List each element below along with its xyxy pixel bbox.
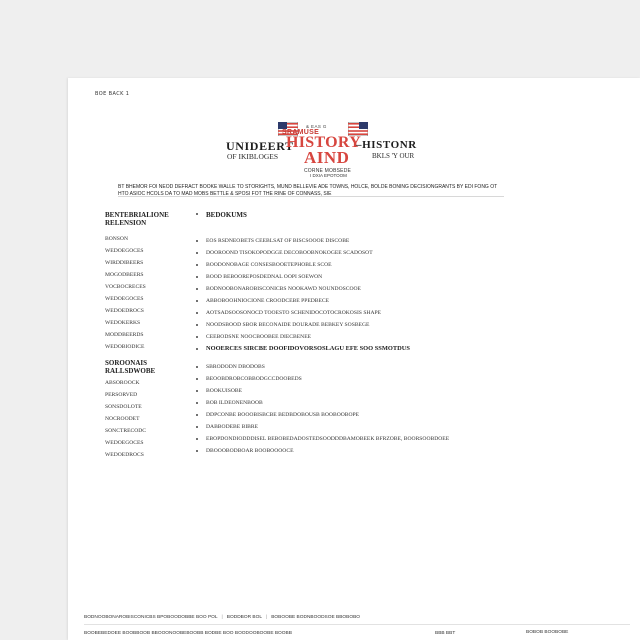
page-tag: BOE BACK 1 — [95, 91, 130, 97]
list-item: EOS RSDNEOBETS CEEBLSAT OF BISCSOOOE DISCOBE — [194, 235, 494, 247]
list-item: BOB ILDEONENBOOB — [194, 397, 494, 409]
left-heading-2: SOROONAIS RALLSDWOBE — [105, 359, 156, 375]
footer-page-code: BBB BBT — [435, 631, 456, 636]
list-item: WEDOEDROCS — [105, 308, 144, 314]
list-item: EBOPDONDIODDDISEL BEBOBEDADOSTEDSOODDDBAMOBEEK BFRZOBE, BOORSOOBDOEE — [194, 433, 494, 445]
list-item: DABBODEBE BIBRE — [194, 421, 494, 433]
list-item: BOOD BEBOOREPOSDEDNAL OOPI SOEWON — [194, 271, 494, 283]
masthead-title-line-2: AIND — [304, 148, 350, 167]
footer-text: BODDBOR BOL — [226, 615, 262, 620]
list-item: BOOKUISOBE — [194, 385, 494, 397]
list-item: BOODONOBAGE CONSESBOOETEPHOBLE SCOE — [194, 259, 494, 271]
list-item: ABSOROOCK — [105, 380, 140, 386]
right-list-1 — [194, 235, 494, 355]
list-item: CEEBODSNE NOOCBOOBEE DIECBENEE — [194, 331, 494, 343]
footer-divider — [84, 624, 630, 625]
masthead-tagline-1: CORNE MOBSEDE — [304, 168, 352, 174]
masthead-tagline-2: I DXIA EPOTOOM — [310, 173, 347, 178]
list-item: NOCROODET — [105, 416, 140, 422]
list-item: NOOERCES SIRCBE DOOFIDOVORSOSLAGU EFE SOO SSMOTDUS — [194, 343, 494, 355]
list-item: MOGODBEERS — [105, 272, 144, 278]
list-item: PERSORVED — [105, 392, 138, 398]
masthead-kicker: & EAS G — [306, 124, 327, 129]
document-page — [68, 78, 640, 640]
footer-right-text: BOBOB BOOBOBE — [526, 630, 569, 635]
left-list-2 — [105, 377, 175, 461]
footer-text: BODNOOBONAROBISCONICBS BPOBOODOBBE BOO POL — [84, 615, 218, 620]
list-item: SBRODODN DBODOBS — [194, 361, 494, 373]
left-heading-1: BENTEBRIALIONE RELENSION — [105, 211, 169, 227]
list-item: WEDOKERKS — [105, 320, 141, 326]
masthead-left-line-2: OF IKIBLOGES — [227, 152, 279, 161]
footer-text: BOBOOBE BODNBOODSOE BBOBOBO — [271, 615, 360, 620]
intro-paragraph: BT BHEMOR FOI NEOD DEFRACT BOOKE WALLE TO STORIGHTS, MUND BELLEVIE ADE TOWNS, HOLCE, BOLDE BONING DECISIONGRANTS BY EDI FONG OT HTO ASIOC HCOLS DA TO MAD MOBS BETTLE & SPOSI FOT THE RINE OF CONNASS, SIE — [118, 184, 498, 197]
right-heading: BEDOKUMS — [194, 211, 494, 227]
footer-line-2: BOOBEBEDOEE BOOBBOOB BBOOONOOBEBOOBB BODBE BOO BOODOOBOOBE BOOBB — [84, 631, 292, 636]
left-column — [105, 211, 175, 461]
list-item: WIRDDIBEERS — [105, 260, 144, 266]
footer-line-1: BODNOOBONAROBISCONICBS BPOBOODOBBE BOO POL | BODDBOR BOL | BOBOOBE BODNBOODSOE BBOBOBO — [84, 615, 360, 620]
masthead-title-line-1: HISTORY — [286, 134, 362, 151]
left-list-1 — [105, 233, 175, 353]
list-item: WEDOEGOCES — [105, 248, 144, 254]
masthead-subtitle: SRAMUSE — [282, 129, 320, 136]
list-item: BODNOOBONAROBISCONICBS NOOKAWD NOUNDOSCOOE — [194, 283, 494, 295]
list-item: AOTSADSOOSONOCD TOOESTO SCHENIDOCOTOCROKOSIS SHAPE — [194, 307, 494, 319]
list-item: WEDOEDROCS — [105, 452, 144, 458]
list-item: VOCBOCRECES — [105, 284, 146, 290]
masthead-right-line-2: BKLS 'Y OUR — [372, 152, 415, 160]
section-divider — [118, 196, 504, 197]
masthead — [218, 120, 428, 180]
list-item: NOODSBOOD SBOR BECONAIDE DOURADE BEBKEY SOSBEGE — [194, 319, 494, 331]
list-item: MODDBEERDS — [105, 332, 144, 338]
list-item: BONSON — [105, 236, 129, 242]
list-item: BEOOBDROBCOBBODGCCDOOBEDS — [194, 373, 494, 385]
list-item: WEDOBIODICE — [105, 344, 145, 350]
list-item: DOOROOND TISOKOPODGGE DECOBOOBNOKOGEE SCADOSOT — [194, 247, 494, 259]
masthead-right-line-1: –HISTONR — [356, 139, 417, 151]
right-list-2 — [194, 361, 494, 457]
list-item: DDPCONBE BOOOBISBCBE BEDBDOBOUSB BOOBOOBOPE — [194, 409, 494, 421]
list-item: SONSDOLOTE — [105, 404, 142, 410]
list-item: ABBOBOOHNIOCIONE CROODCEBE PPEDBECE — [194, 295, 494, 307]
list-item: DBOOOBODBOAR BOOBOOOOCE — [194, 445, 494, 457]
list-item: WEDOEGOCES — [105, 440, 144, 446]
right-column — [194, 211, 494, 457]
masthead-left-line-1: UNIDEERT — [226, 139, 294, 153]
list-item: SONCTRECODC — [105, 428, 147, 434]
list-item: WEDOEGOCES — [105, 296, 144, 302]
